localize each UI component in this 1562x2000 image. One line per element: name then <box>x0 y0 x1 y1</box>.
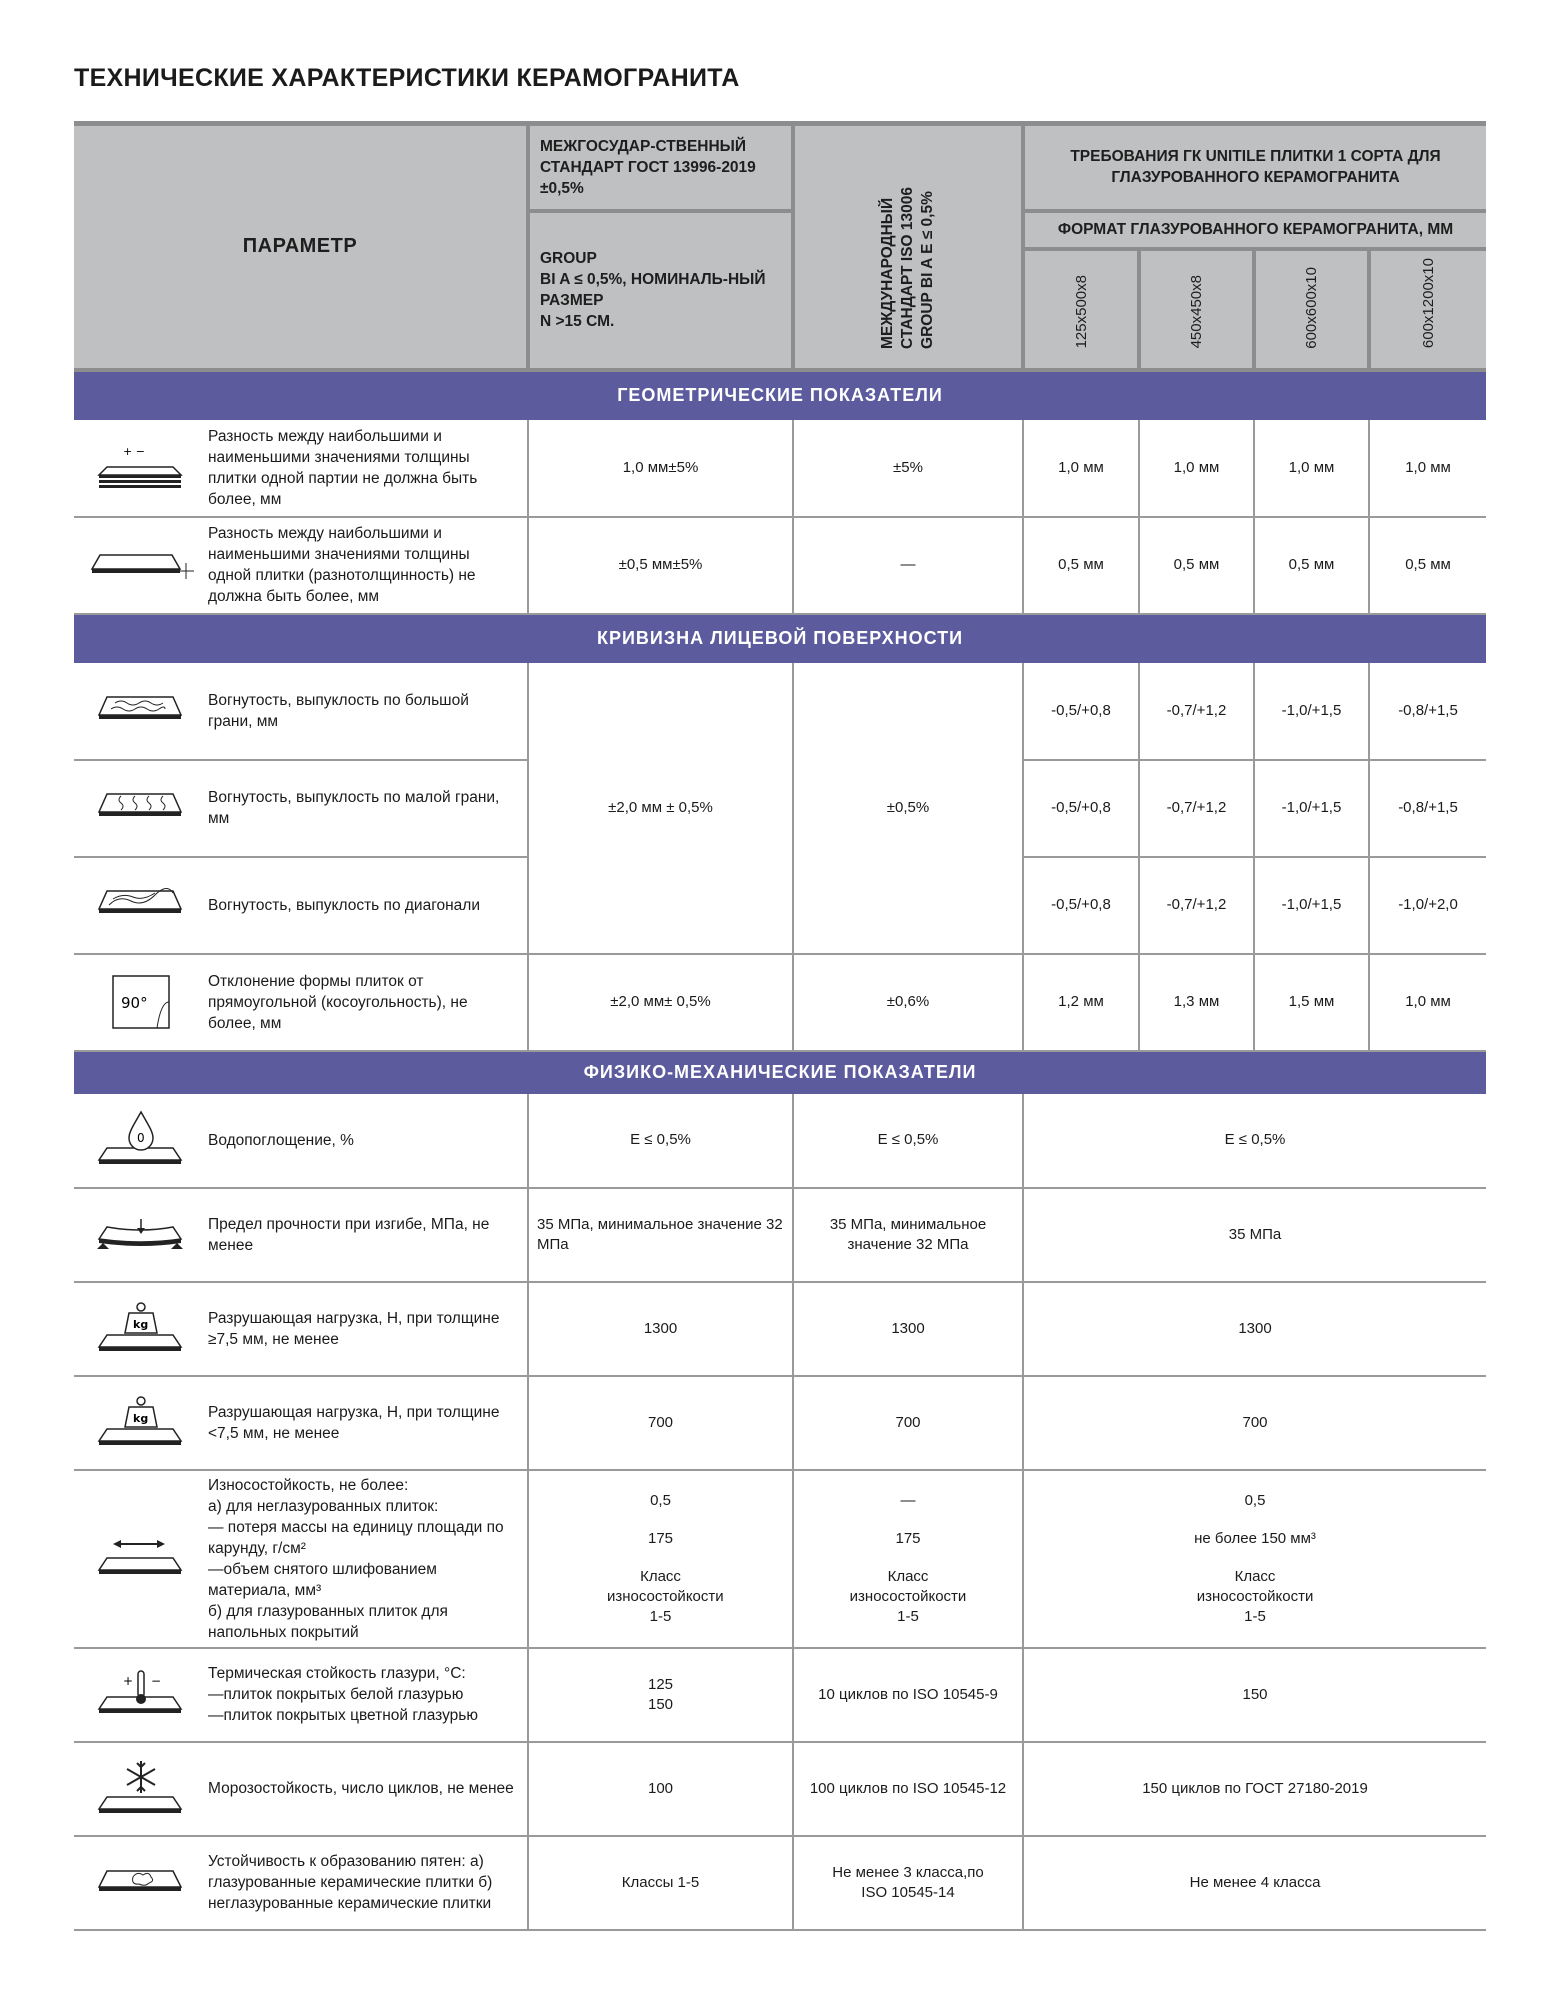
table-row <box>74 1282 1486 1376</box>
format-value: 0,5 мм <box>1369 517 1486 614</box>
unitile-value: 700 <box>1023 1376 1486 1470</box>
table-row <box>74 1188 1486 1282</box>
abrasion-icon <box>74 1470 208 1648</box>
svg-text:90°: 90° <box>121 994 148 1012</box>
svg-text:0: 0 <box>137 1131 145 1145</box>
curvature-short-edge-icon <box>74 760 208 857</box>
format-value: -1,0/+1,5 <box>1254 663 1369 760</box>
format-value: 1,0 мм <box>1139 420 1254 517</box>
gost-value: 0,5 175 Класс износостойкости 1-5 <box>528 1470 793 1648</box>
iso-value: 700 <box>793 1376 1023 1470</box>
gost-value: ±2,0 мм± 0,5% <box>528 954 793 1051</box>
spec-table <box>74 121 1486 1931</box>
format-value: -0,7/+1,2 <box>1139 857 1254 954</box>
param-stain-resistance: Устойчивость к образованию пятен: а) глазурованные керамические плитки б) неглазурованные керамические плитки <box>208 1836 528 1930</box>
header-gost: МЕЖГОСУДАР-СТВЕННЫЙ СТАНДАРТ ГОСТ 13996-2019 ±0,5% <box>528 124 793 211</box>
param-thickness-batch: Разность между наибольшими и наименьшими значениями толщины плитки одной партии не должна быть более, мм <box>208 420 528 517</box>
iso-value: — <box>793 517 1023 614</box>
section-geometry: ГЕОМЕТРИЧЕСКИЕ ПОКАЗАТЕЛИ <box>74 370 1486 420</box>
iso-value: ±0,6% <box>793 954 1023 1051</box>
gost-value: E ≤ 0,5% <box>528 1094 793 1188</box>
unitile-value: 0,5 не более 150 мм³ Класс износостойкости 1-5 <box>1023 1470 1486 1648</box>
gost-value: 700 <box>528 1376 793 1470</box>
unitile-value: Не менее 4 класса <box>1023 1836 1486 1930</box>
svg-text:−: − <box>151 1673 162 1688</box>
snowflake-icon <box>74 1742 208 1836</box>
param-wear-resistance: Износостойкость, не более: а) для неглазурованных плиток: — потеря массы на единицу площади по карунду, г/см² —объем снятого шлифованием материала, мм³ б) для глазурованных плиток для напольных покрытий <box>208 1470 528 1648</box>
table-row <box>74 954 1486 1051</box>
format-value: 1,5 мм <box>1254 954 1369 1051</box>
format-value: 1,0 мм <box>1254 420 1369 517</box>
format-value: -0,8/+1,5 <box>1369 760 1486 857</box>
format-value: 1,2 мм <box>1023 954 1139 1051</box>
thermometer-icon <box>74 1648 208 1742</box>
unitile-value: 35 МПа <box>1023 1188 1486 1282</box>
svg-text:kg: kg <box>133 1317 149 1331</box>
iso-value: 10 циклов по ISO 10545-9 <box>793 1648 1023 1742</box>
weight-load-icon <box>74 1376 208 1470</box>
param-squareness: Отклонение формы плиток от прямоугольной (косоугольность), не более, мм <box>208 954 528 1051</box>
gost-value: 100 <box>528 1742 793 1836</box>
header-unitile: ТРЕБОВАНИЯ ГК UNITILE ПЛИТКИ 1 СОРТА ДЛЯ ГЛАЗУРОВАННОГО КЕРАМОГРАНИТА <box>1023 124 1486 211</box>
table-row <box>74 1470 1486 1648</box>
gost-value: 125 150 <box>528 1648 793 1742</box>
table-row <box>74 420 1486 517</box>
format-value: -0,7/+1,2 <box>1139 760 1254 857</box>
param-curvature-long: Вогнутость, выпуклость по большой грани, мм <box>208 663 528 760</box>
format-value: 1,3 мм <box>1139 954 1254 1051</box>
header-format-1: 125х500х8 <box>1023 249 1139 370</box>
iso-value: ±0,5% <box>793 663 1023 954</box>
page-title: ТЕХНИЧЕСКИЕ ХАРАКТЕРИСТИКИ КЕРАМОГРАНИТА <box>74 64 740 92</box>
param-load-thin: Разрушающая нагрузка, Н, при толщине <7,5 мм, не менее <box>208 1376 528 1470</box>
table-row <box>74 1742 1486 1836</box>
table-row <box>74 1836 1486 1930</box>
format-value: -0,7/+1,2 <box>1139 663 1254 760</box>
gost-value: 1300 <box>528 1282 793 1376</box>
gost-value: ±0,5 мм±5% <box>528 517 793 614</box>
unitile-value: E ≤ 0,5% <box>1023 1094 1486 1188</box>
iso-value: ±5% <box>793 420 1023 517</box>
svg-text:kg: kg <box>133 1411 149 1425</box>
format-value: -1,0/+1,5 <box>1254 857 1369 954</box>
format-value: -0,5/+0,8 <box>1023 663 1139 760</box>
format-value: -1,0/+2,0 <box>1369 857 1486 954</box>
param-water-absorption: Водопоглощение, % <box>208 1094 528 1188</box>
section-physical: ФИЗИКО-МЕХАНИЧЕСКИЕ ПОКАЗАТЕЛИ <box>74 1051 1486 1094</box>
iso-value: 1300 <box>793 1282 1023 1376</box>
unitile-value: 1300 <box>1023 1282 1486 1376</box>
header-format-4: 600х1200х10 <box>1369 249 1486 370</box>
tile-thickness-icon <box>74 517 208 614</box>
format-value: 0,5 мм <box>1254 517 1369 614</box>
iso-value: E ≤ 0,5% <box>793 1094 1023 1188</box>
format-value: 1,0 мм <box>1369 420 1486 517</box>
param-frost-resistance: Морозостойкость, число циклов, не менее <box>208 1742 528 1836</box>
svg-text:+: + <box>123 1673 134 1688</box>
curvature-diagonal-icon <box>74 857 208 954</box>
stain-icon <box>74 1836 208 1930</box>
param-thermal-resistance: Термическая стойкость глазури, °С: —плиток покрытых белой глазурью —плиток покрытых цветной глазурью <box>208 1648 528 1742</box>
header-gost-group: GROUP BI A ≤ 0,5%, НОМИНАЛЬ-НЫЙ РАЗМЕР N >15 СМ. <box>528 211 793 370</box>
unitile-value: 150 <box>1023 1648 1486 1742</box>
header-iso: МЕЖДУНАРОДНЫЙ СТАНДАРТ ISO 13006 GROUP BI A E ≤ 0,5% <box>793 124 1023 370</box>
param-bending-strength: Предел прочности при изгибе, МПа, не менее <box>208 1188 528 1282</box>
gost-value: ±2,0 мм ± 0,5% <box>528 663 793 954</box>
gost-value: 1,0 мм±5% <box>528 420 793 517</box>
table-row <box>74 517 1486 614</box>
format-value: 0,5 мм <box>1139 517 1254 614</box>
format-value: 1,0 мм <box>1369 954 1486 1051</box>
svg-text:+ −: + − <box>123 444 145 458</box>
tile-stack-icon <box>74 420 208 517</box>
iso-value: 35 МПа, минимальное значение 32 МПа <box>793 1188 1023 1282</box>
format-value: -0,5/+0,8 <box>1023 760 1139 857</box>
curvature-long-edge-icon <box>74 663 208 760</box>
header-format-2: 450х450х8 <box>1139 249 1254 370</box>
format-value: 0,5 мм <box>1023 517 1139 614</box>
right-angle-icon <box>74 954 208 1051</box>
iso-value: 100 циклов по ISO 10545-12 <box>793 1742 1023 1836</box>
iso-value: — 175 Класс износостойкости 1-5 <box>793 1470 1023 1648</box>
format-value: 1,0 мм <box>1023 420 1139 517</box>
param-curvature-diagonal: Вогнутость, выпуклость по диагонали <box>208 857 528 954</box>
table-row <box>74 663 1486 760</box>
gost-value: 35 МПа, минимальное значение 32 МПа <box>528 1188 793 1282</box>
gost-value: Классы 1-5 <box>528 1836 793 1930</box>
format-value: -1,0/+1,5 <box>1254 760 1369 857</box>
table-row <box>74 1094 1486 1188</box>
bending-icon <box>74 1188 208 1282</box>
param-curvature-short: Вогнутость, выпуклость по малой грани, мм <box>208 760 528 857</box>
header-param: ПАРАМЕТР <box>74 124 528 370</box>
header-format-3: 600х600х10 <box>1254 249 1369 370</box>
param-thickness-tile: Разность между наибольшими и наименьшими значениями толщины одной плитки (разнотолщинность) не должна быть более, мм <box>208 517 528 614</box>
weight-load-icon <box>74 1282 208 1376</box>
water-drop-icon <box>74 1094 208 1188</box>
iso-value: Не менее 3 класса,по ISO 10545-14 <box>793 1836 1023 1930</box>
unitile-value: 150 циклов по ГОСТ 27180-2019 <box>1023 1742 1486 1836</box>
header-format: ФОРМАТ ГЛАЗУРОВАННОГО КЕРАМОГРАНИТА, ММ <box>1023 211 1486 249</box>
format-value: -0,8/+1,5 <box>1369 663 1486 760</box>
section-curvature: КРИВИЗНА ЛИЦЕВОЙ ПОВЕРХНОСТИ <box>74 614 1486 663</box>
param-load-thick: Разрушающая нагрузка, Н, при толщине ≥7,5 мм, не менее <box>208 1282 528 1376</box>
format-value: -0,5/+0,8 <box>1023 857 1139 954</box>
table-row <box>74 1648 1486 1742</box>
table-row <box>74 1376 1486 1470</box>
